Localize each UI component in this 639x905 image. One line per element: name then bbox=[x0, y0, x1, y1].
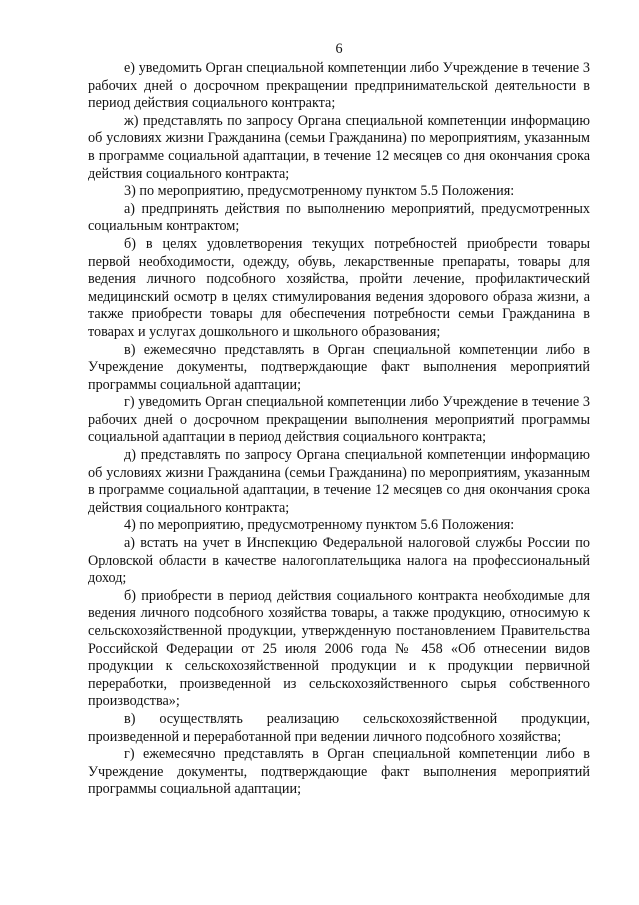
paragraph-b-purchase-goods: б) в целях удовлетворения текущих потребностей приобрести товары первой необходимости, одежду, обувь, лекарственные препараты, товары для ведения личного подсобного хозяйства, пройти лечение, профилактический медицинский осмотр в целях стимулирования ведения здорового образа жизни, а также приобрести товары для обеспечения потребности семьи Гражданина в товарах и услугах дошкольного и школьного образования; bbox=[88, 235, 590, 340]
paragraph-g-notify-termination: г) уведомить Орган специальной компетенции либо Учреждение в течение 3 рабочих дней о досрочном прекращении выполнения мероприятий программы социальной адаптации в период действия социального контракта; bbox=[88, 394, 590, 446]
paragraph-b-purchase-farm-goods: б) приобрести в период действия социального контракта необходимые для ведения личного подсобного хозяйства товары, а также продукцию, относимую к сельскохозяйственной продукции, утвержденную постановлением Правительства Российской Федерации от 25 июля 2006 года № 458 «Об отнесении видов продукции к сельскохозяйственной продукции и к продукции первичной переработки, произведенной из сельскохозяйственного сырья собственного производства»; bbox=[88, 587, 590, 710]
paragraph-v-sell-produce: в) осуществлять реализацию сельскохозяйственной продукции, произведенной и переработанной при ведении личного подсобного хозяйства; bbox=[88, 710, 590, 745]
paragraph-g-monthly-documents: г) ежемесячно представлять в Орган специальной компетенции либо в Учреждение документы, подтверждающие факт выполнения мероприятий программы социальной адаптации; bbox=[88, 746, 590, 798]
paragraph-4-measure-5-6: 4) по мероприятию, предусмотренному пунктом 5.6 Положения: bbox=[124, 517, 515, 534]
paragraph-a-take-actions: а) предпринять действия по выполнению мероприятий, предусмотренных социальным контрактом; bbox=[88, 200, 590, 235]
paragraph-3-measure-5-5: 3) по мероприятию, предусмотренному пунктом 5.5 Положения: bbox=[124, 183, 515, 200]
paragraph-d-provide-info: д) представлять по запросу Органа специальной компетенции информацию об условиях жизни Гражданина (семьи Гражданина) по мероприятиям, указанным в программе социальной адаптации, в течение 12 месяцев со дня окончания срока действия социального контракта; bbox=[88, 447, 590, 516]
paragraph-a-register-tax: а) встать на учет в Инспекцию Федеральной налоговой службы России по Орловской области в качестве налогоплательщика налога на профессиональный доход; bbox=[88, 535, 590, 587]
page-number: 6 bbox=[335, 41, 343, 57]
paragraph-zh-provide-info: ж) представлять по запросу Органа специальной компетенции информацию об условиях жизни Гражданина (семьи Гражданина) по мероприятиям, указанным в программе социальной адаптации, в течение 12 месяцев со дня окончания срока действия социального контракта; bbox=[88, 112, 590, 182]
paragraph-v-monthly-documents: в) ежемесячно представлять в Орган специальной компетенции либо в Учреждение документы, подтверждающие факт выполнения мероприятий программы социальной адаптации; bbox=[88, 341, 590, 393]
paragraph-e-notify-termination: е) уведомить Орган специальной компетенции либо Учреждение в течение 3 рабочих дней о досрочном прекращении предпринимательской деятельности в период действия социального контракта; bbox=[88, 60, 590, 112]
document-page bbox=[88, 40, 590, 799]
